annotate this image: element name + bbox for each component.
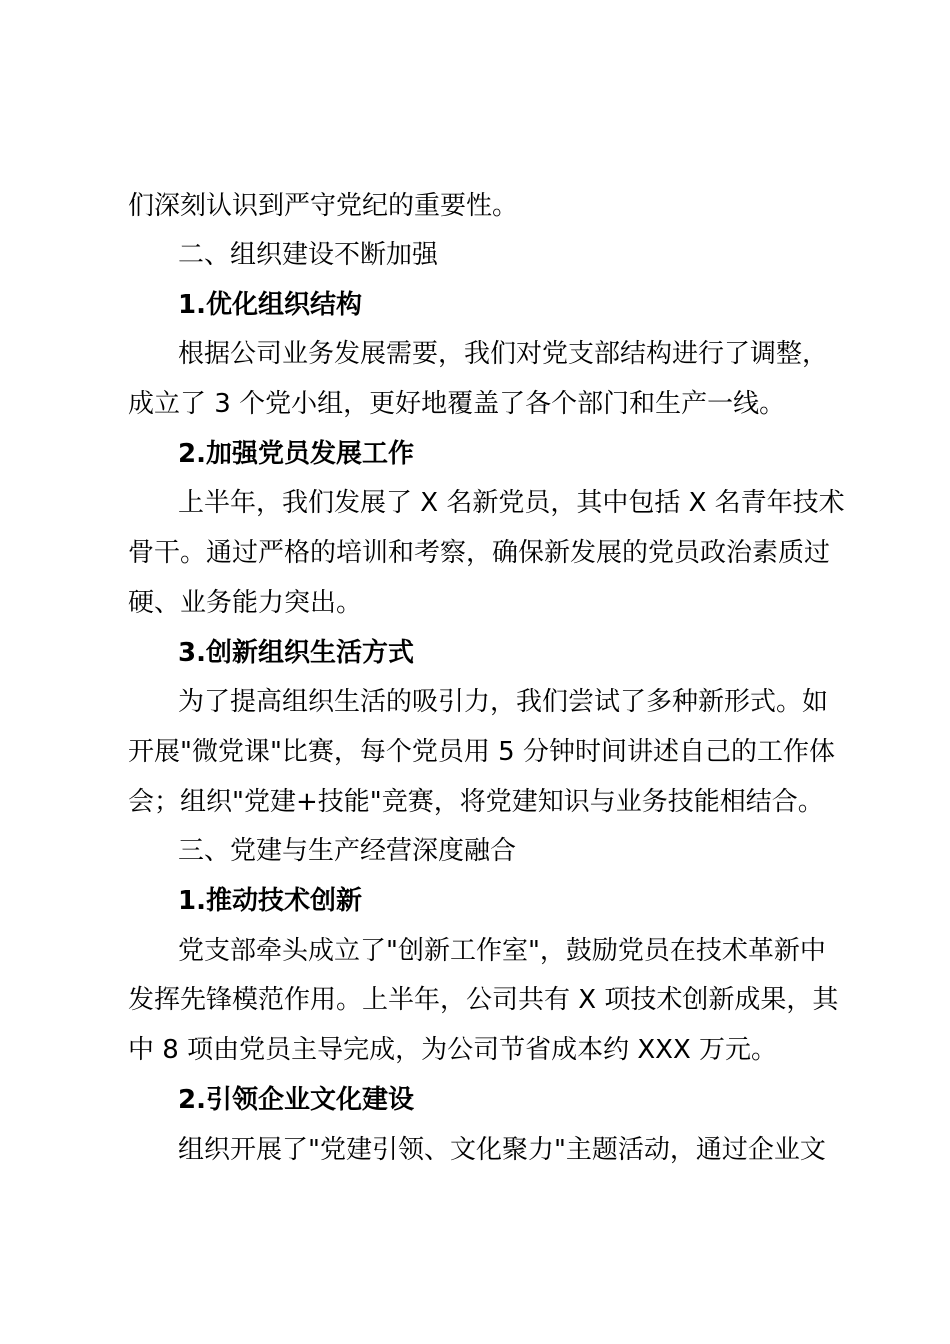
subsection-heading: 2.引领企业文化建设 [178, 1085, 414, 1115]
subsection-heading: 2.加强党员发展工作 [178, 439, 414, 469]
paragraph-line: 党支部牵头成立了"创新工作室"，鼓励党员在技术革新中 [178, 936, 826, 966]
paragraph-line: 骨干。通过严格的培训和考察，确保新发展的党员政治素质过 [128, 538, 831, 568]
paragraph-line: 为了提高组织生活的吸引力，我们尝试了多种新形式。如 [178, 687, 829, 717]
section-heading: 二、组织建设不断加强 [178, 240, 439, 270]
paragraph-line: 上半年，我们发展了 X 名新党员，其中包括 X 名青年技术 [178, 488, 845, 518]
subsection-heading: 1.优化组织结构 [178, 290, 362, 320]
paragraph-line: 中 8 项由党员主导完成，为公司节省成本约 XXX 万元。 [128, 1035, 778, 1065]
paragraph-line: 开展"微党课"比赛，每个党员用 5 分钟时间讲述自己的工作体 [128, 737, 835, 767]
paragraph-line: 根据公司业务发展需要，我们对党支部结构进行了调整， [178, 339, 829, 369]
paragraph-line: 成立了 3 个党小组，更好地覆盖了各个部门和生产一线。 [128, 389, 786, 419]
paragraph-line: 硬、业务能力突出。 [128, 588, 363, 618]
paragraph-line: 发挥先锋模范作用。上半年，公司共有 X 项技术创新成果，其 [128, 985, 839, 1015]
section-heading: 三、党建与生产经营深度融合 [178, 836, 517, 866]
paragraph-line: 组织开展了"党建引领、文化聚力"主题活动，通过企业文 [178, 1135, 826, 1165]
paragraph-line: 们深刻认识到严守党纪的重要性。 [128, 191, 519, 221]
paragraph-line: 会；组织"党建+技能"竞赛，将党建知识与业务技能相结合。 [128, 787, 824, 817]
subsection-heading: 3.创新组织生活方式 [178, 638, 414, 668]
subsection-heading: 1.推动技术创新 [178, 886, 362, 916]
